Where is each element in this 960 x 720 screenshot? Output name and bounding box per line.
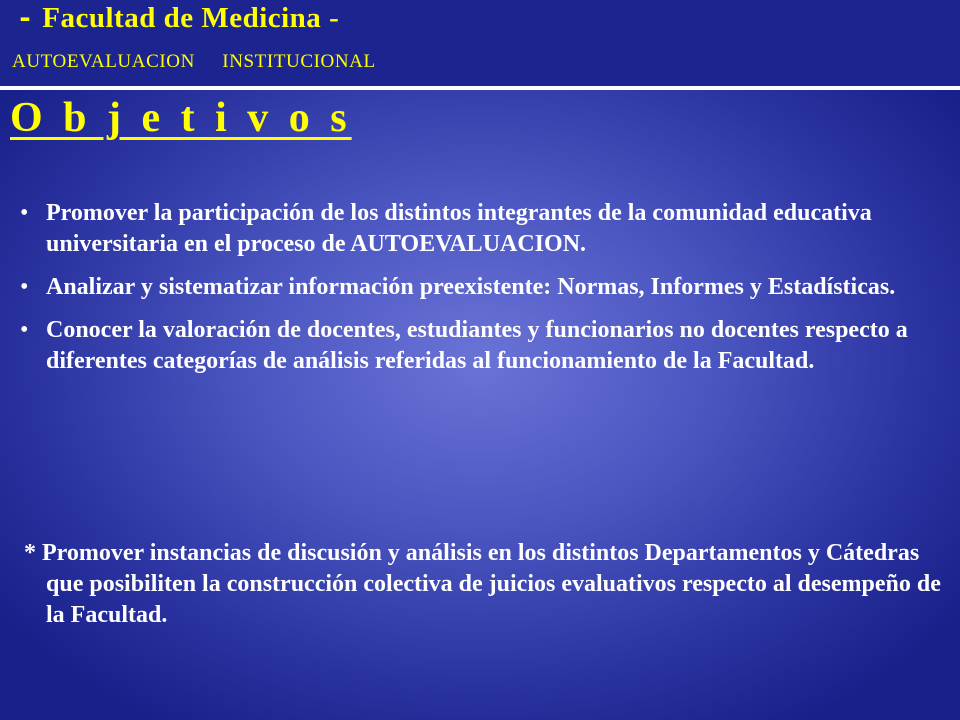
objective-item: [0, 198, 960, 260]
bullet: •: [20, 317, 29, 343]
title-dash-right: -: [329, 2, 340, 34]
objectives-list: [0, 198, 960, 389]
section-title: O b j e t i v o s: [10, 95, 352, 141]
objective-text: Promover la participación de los distintos integrantes de la comunidad educativa universitaria en el proceso de AUTOEVALUACION.: [46, 200, 872, 257]
bullet: •: [20, 200, 29, 226]
final-objective: * Promover instancias de discusión y análisis en los distintos Departamentos y Cátedras que posibiliten la construcción colectiva de juicios evaluativos respecto al desempeño de la Facultad.: [24, 540, 941, 628]
bullet: •: [20, 274, 29, 300]
faculty-name: Facultad de Medicina: [42, 2, 322, 34]
faculty-title: [16, 2, 339, 37]
objective-item: [0, 315, 960, 377]
objective-text: Analizar y sistematizar información preexistente: Normas, Informes y Estadísticas.: [46, 274, 896, 300]
objective-item: [0, 272, 960, 303]
slide-header: [0, 0, 960, 86]
subtitle: AUTOEVALUACION INSTITUCIONAL: [12, 51, 376, 72]
objective-text: Conocer la valoración de docentes, estudiantes y funcionarios no docentes respecto a diferentes categorías de análisis referidas al funcionamiento de la Facultad.: [46, 317, 908, 374]
title-dash-left: -: [16, 3, 35, 37]
header-divider: [0, 86, 960, 90]
